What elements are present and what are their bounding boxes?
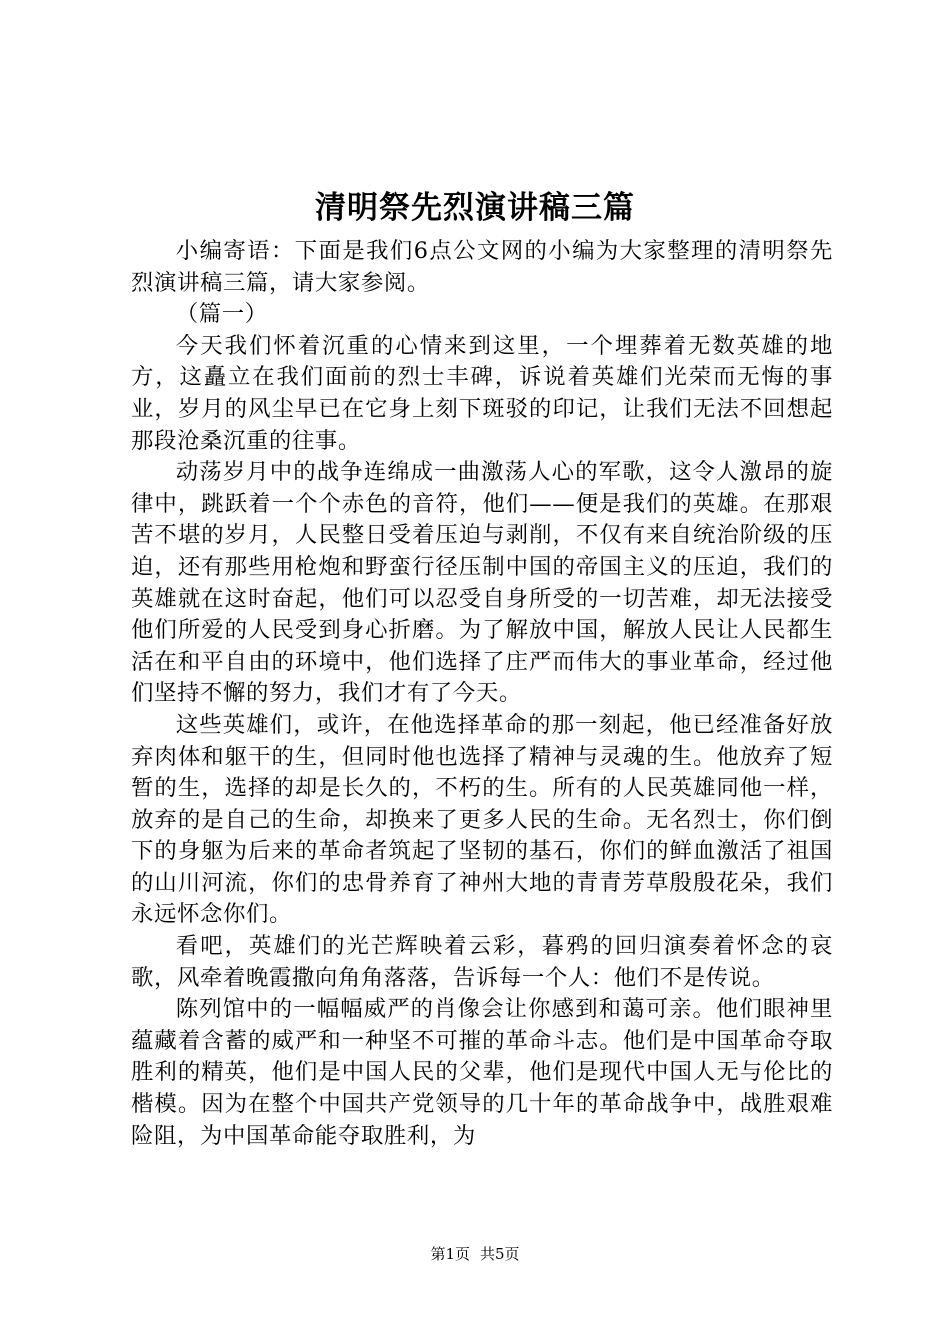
page-footer (0, 1243, 950, 1265)
document-body (131, 236, 833, 1152)
paragraph: 这些英雄们，或许，在他选择革命的那一刻起，他已经准备好放弃肉体和躯干的生，但同时他也选择了精神与灵魂的生。他放弃了短暂的生，选择的却是长久的，不朽的生。所有的人民英雄同他一样，放弃的是自己的生命，却换来了更多人民的生命。无名烈士，你们倒下的身躯为后来的革命者筑起了坚韧的基石，你们的鲜血激活了祖国的山川河流，你们的忠骨养育了神州大地的青青芳草殷殷花朵，我们永远怀念你们。 (131, 711, 833, 928)
paragraph-intro: 小编寄语：下面是我们6点公文网的小编为大家整理的清明祭先烈演讲稿三篇，请大家参阅。 (131, 238, 833, 296)
document-title: 清明祭先烈演讲稿三篇 (315, 190, 635, 226)
paragraph: 动荡岁月中的战争连绵成一曲激荡人心的军歌，这令人激昂的旋律中，跳跃着一个个赤色的音符，他们——便是我们的英雄。在那艰苦不堪的岁月，人民整日受着压迫与剥削，不仅有来自统治阶级的压迫，还有那些用枪炮和野蛮行径压制中国的帝国主义的压迫，我们的英雄就在这时奋起，他们可以忍受自身所受的一切苦难，却无法接受他们所爱的人民受到身心折磨。为了解放中国，解放人民让人民都生活在和平自由的环境中，他们选择了庄严而伟大的事业革命，经过他们坚持不懈的努力，我们才有了今天。 (131, 459, 833, 707)
page-number: 第1页 (430, 1245, 470, 1263)
paragraph: 陈列馆中的一幅幅威严的肖像会让你感到和蔼可亲。他们眼神里蕴藏着含蓄的威严和一种坚不可摧的革命斗志。他们是中国革命夺取胜利的精英，他们是中国人民的父辈，他们是现代中国人无与伦比的楷模。因为在整个中国共产党领导的几十年的革命战争中，战胜艰难险阻，为中国革命能夺取胜利，为 (131, 996, 833, 1149)
page-total: 共5页 (480, 1245, 520, 1263)
paragraph: 看吧，英雄们的光芒辉映着云彩，暮鸦的回归演奏着怀念的哀歌，风牵着晚霞撒向角角落落，告诉每一个人：他们不是传说。 (131, 933, 833, 991)
paragraph-section-heading: （篇一） (175, 301, 268, 328)
paragraph: 今天我们怀着沉重的心情来到这里，一个埋葬着无数英雄的地方，这矗立在我们面前的烈士丰碑，诉说着英雄们光荣而无悔的事业，岁月的风尘早已在它身上刻下斑驳的印记，让我们无法不回想起那段沧桑沉重的往事。 (131, 332, 833, 454)
